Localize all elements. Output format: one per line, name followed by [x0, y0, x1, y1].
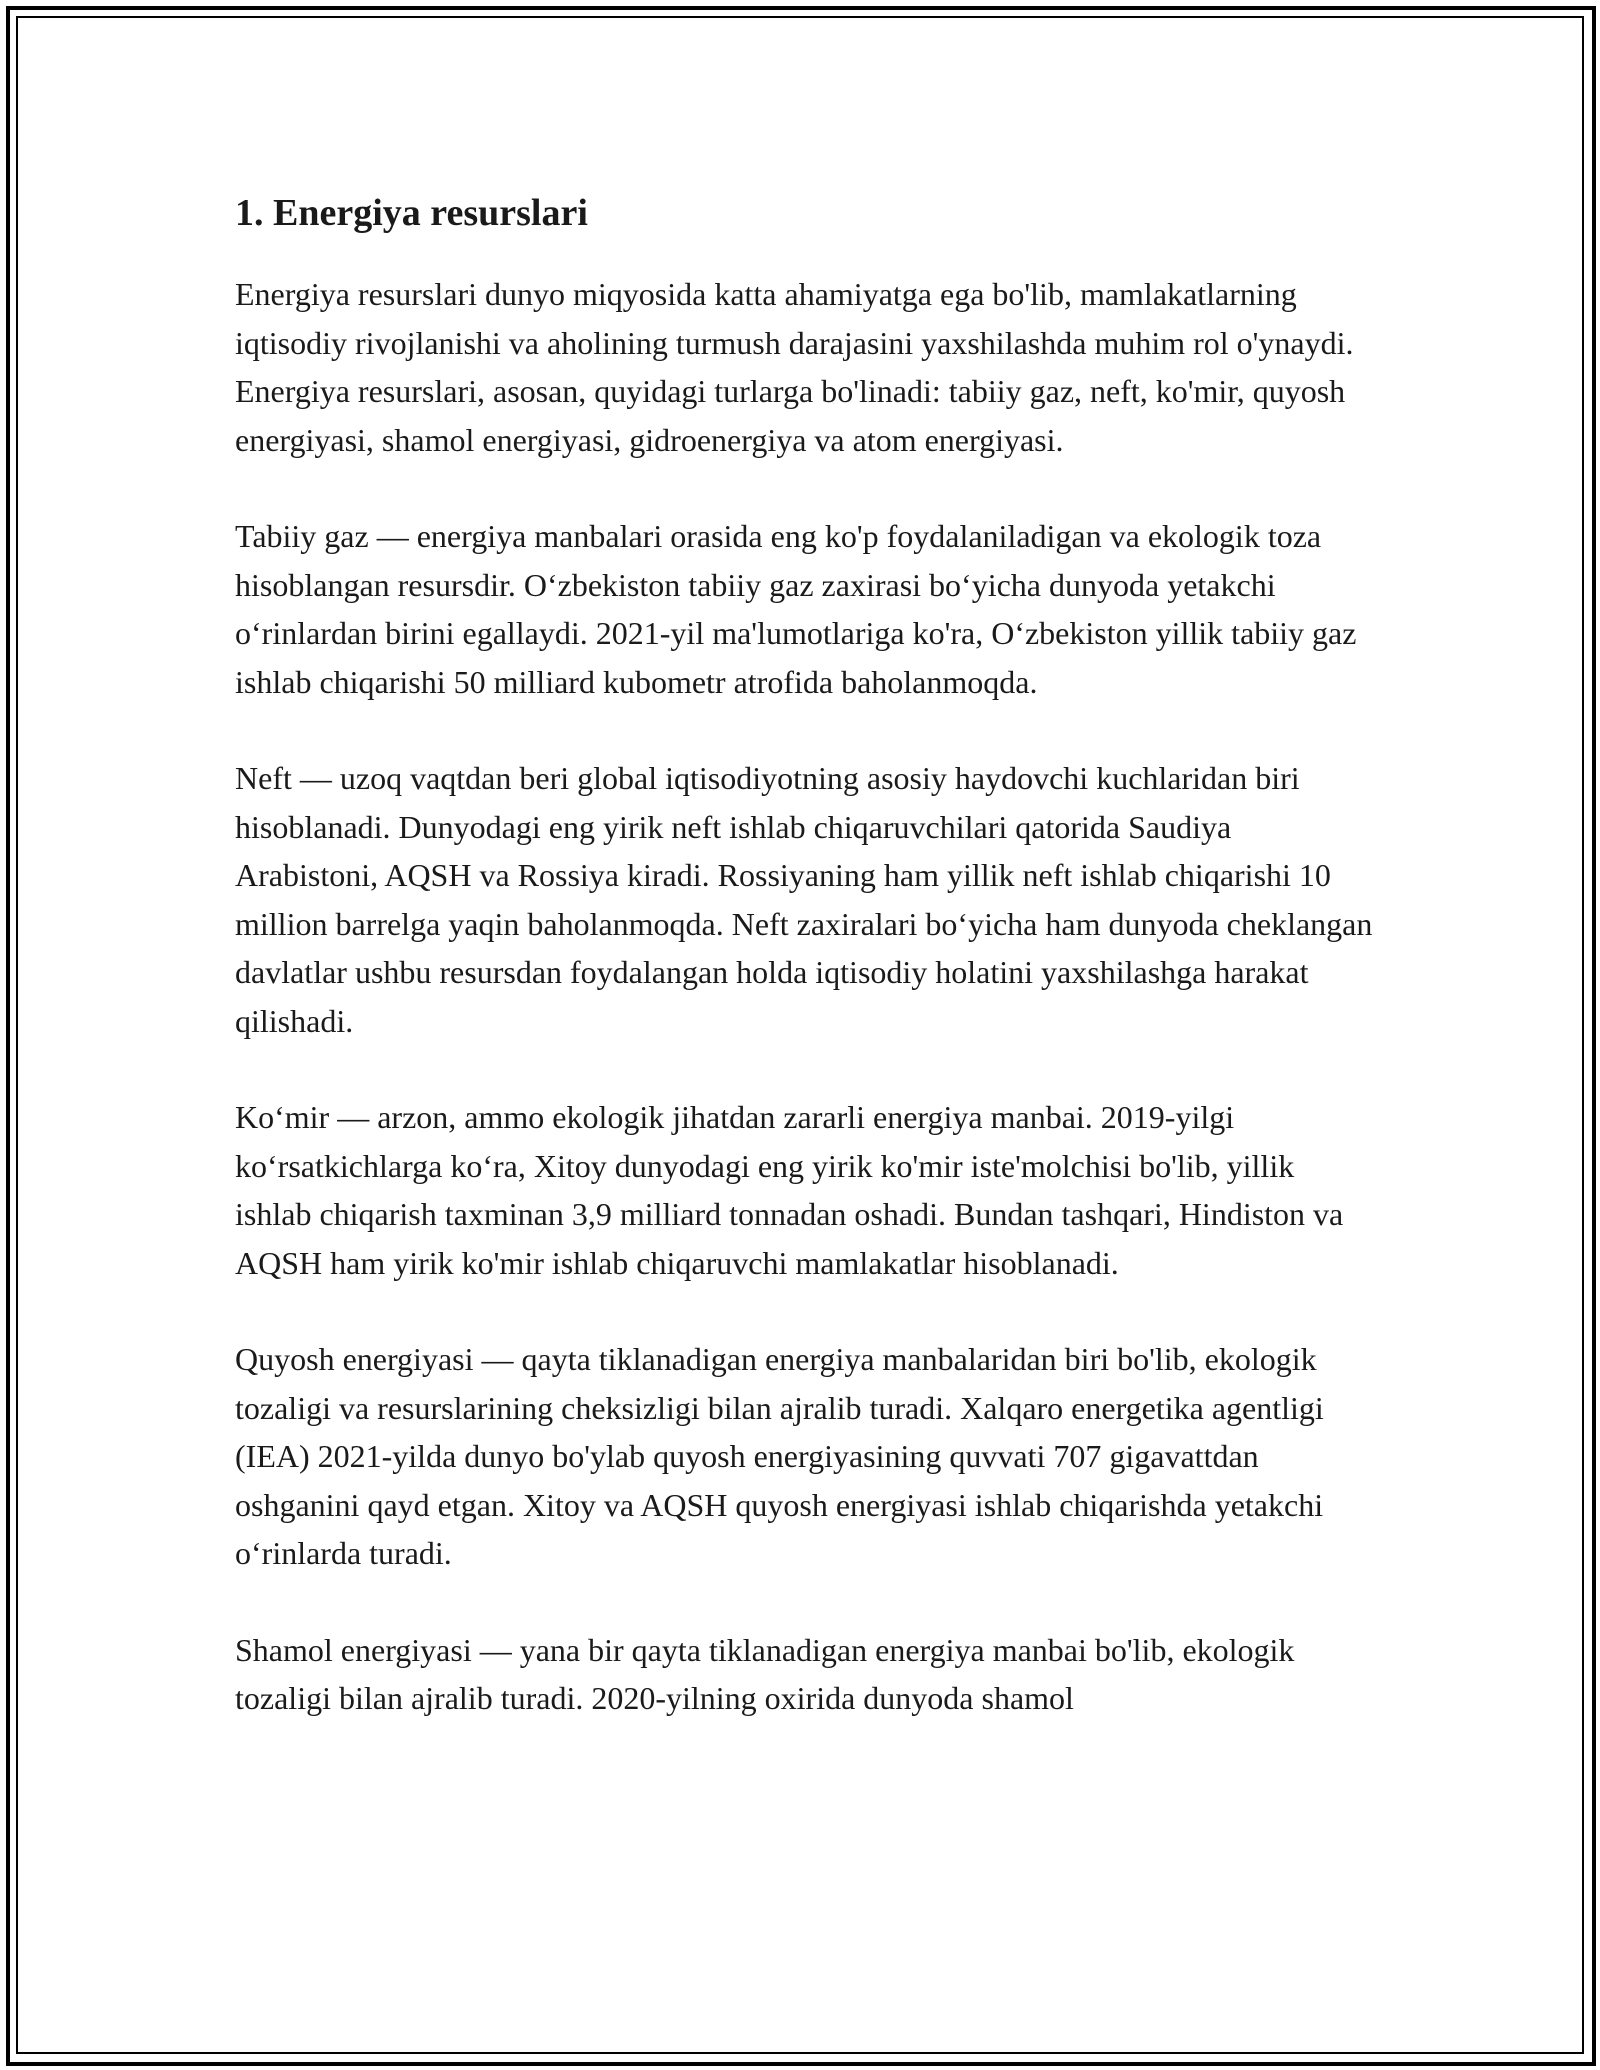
paragraph-coal: Ko‘mir — arzon, ammo ekologik jihatdan zararli energiya manbai. 2019-yilgi ko‘rsatkichlarga ko‘ra, Xitoy dunyodagi eng yirik ko'mir iste'molchisi bo'lib, yillik ishlab chiqarish taxminan 3,9 milliard tonnadan oshadi. Bundan tashqari, Hindiston va AQSH ham yirik ko'mir ishlab chiqaruvchi mamlakatlar hisoblanadi.: [235, 1099, 1344, 1281]
paragraph-solar: Quyosh energiyasi — qayta tiklanadigan energiya manbalaridan biri bo'lib, ekologik tozaligi va resurslarining cheksizligi bilan ajralib turadi. Xalqaro energetika agentligi (IEA) 2021-yilda dunyo bo'ylab quyosh energiyasining quvvati 707 gigavattdan oshganini qayd etgan. Xitoy va AQSH quyosh energiyasi ishlab chiqarishda yetakchi o‘rinlarda turadi.: [235, 1341, 1324, 1571]
paragraph-oil: Neft — uzoq vaqtdan beri global iqtisodiyotning asosiy haydovchi kuchlaridan biri hisoblanadi. Dunyodagi eng yirik neft ishlab chiqaruvchilari qatorida Saudiya Arabistoni, AQSH va Rossiya kiradi. Rossiyaning ham yillik neft ishlab chiqarishi 10 million barrelga yaqin baholanmoqda. Neft zaxiralari bo‘yicha ham dunyoda cheklangan davlatlar ushbu resursdan foydalangan holda iqtisodiy holatini yaxshilashga harakat qilishadi.: [235, 760, 1373, 1039]
paragraph-intro: Energiya resurslari dunyo miqyosida katta ahamiyatga ega bo'lib, mamlakatlarning iqtisodiy rivojlanishi va aholining turmush darajasini yaxshilashda muhim rol o'ynaydi. Energiya resurslari, asosan, quyidagi turlarga bo'linadi: tabiiy gaz, neft, ko'mir, quyosh energiyasi, shamol energiyasi, gidroenergiya va atom energiyasi.: [235, 276, 1354, 458]
document-body: [235, 184, 1375, 1771]
paragraph-wind: Shamol energiyasi — yana bir qayta tiklanadigan energiya manbai bo'lib, ekologik tozaligi bilan ajralib turadi. 2020-yilning oxirida dunyoda shamol: [235, 1631, 1295, 1716]
section-heading: 1. Energiya resurslari: [235, 192, 588, 234]
paragraph-natural-gas: Tabiiy gaz — energiya manbalari orasida eng ko'p foydalaniladigan va ekologik toza hisoblangan resursdir. O‘zbekiston tabiiy gaz zaxirasi bo‘yicha dunyoda yetakchi o‘rinlardan birini egallaydi. 2021-yil ma'lumotlariga ko'ra, O‘zbekiston yillik tabiiy gaz ishlab chiqarishi 50 milliard kubometr atrofida baholanmoqda.: [235, 518, 1357, 700]
